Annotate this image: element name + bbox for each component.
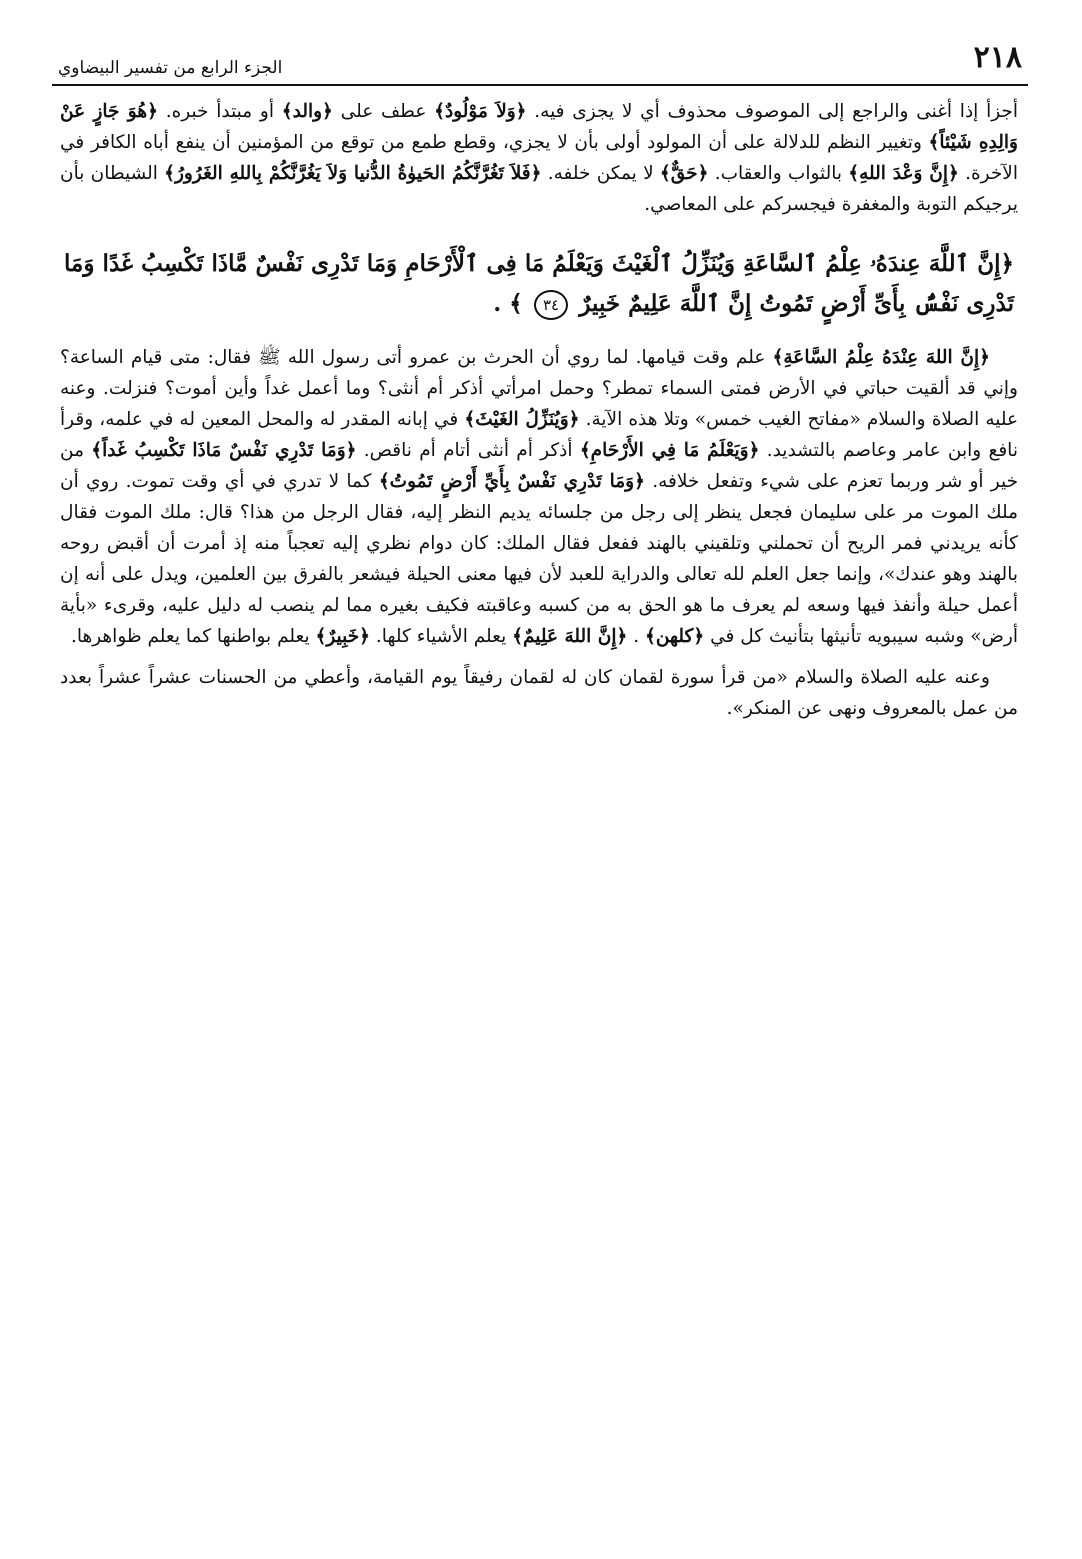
- commentary-text: يعلم الأشياء كلها.: [375, 626, 507, 647]
- commentary-paragraph-2: [60, 342, 1018, 652]
- page-header: [52, 38, 1028, 86]
- quran-quote: ﴿وَيَعْلَمُ مَا فِي الأَرْحَامِ﴾: [579, 440, 760, 461]
- paragraph-gap: [60, 652, 1018, 662]
- commentary-text: كما لا تدري في أي وقت تموت. روي أن ملك الموت مر على سليمان فجعل ينظر إلى رجل من جلسائه يديم النظر إليه، فقال الرجل من هذا؟ قال: ملك الموت فقال كأنه يريدني فمر الريح أن تحملني وتلقيني بالهند ففعل فقال الملك: كان دوام نظري إليه تعجباً منه إذ أمرت أن أقبض روحه بالهند وهو عندك»، وإنما جعل العلم لله تعالى والدراية للعبد لأن فيها معنى الحيلة فيشعر بالفرق بين العلمين، ويدل على أنه إن أعمل حيلة وأنفذ فيها وسعه لم يعرف ما هو الحق به من كسبه وعاقبته فكيف بغيره مما لم ينصب له دليل عليه، وقرىء «بأية أرض» وشبه سيبويه تأنيثها بتأنيث كل في: [60, 471, 1018, 647]
- quran-quote: ﴿والد﴾: [281, 101, 333, 122]
- commentary-text: أجزأ إذا أغنى والراجع إلى الموصوف محذوف أي لا يجزى فيه.: [534, 101, 1018, 122]
- commentary-text: علم وقت قيامها. لما روي أن الحرث بن عمرو أتى رسول الله ﷺ فقال: متى قيام الساعة؟ وإني قد ألقيت حباتي في الأرض فمتى السماء تمطر؟ وحمل امرأتي أذكر أم أنثى؟ وما أعمل غداً وأين أموت؟ فنزلت. وعنه عليه الصلاة والسلام «مفاتح الغيب خمس» وتلا هذه الآية.: [60, 347, 1019, 430]
- commentary-text: أذكر أم أنثى أتام أم ناقص.: [363, 440, 573, 461]
- quran-quote: ﴿كلهن﴾: [644, 626, 705, 647]
- commentary-text: بالثواب والعقاب.: [714, 163, 843, 184]
- quran-quote: ﴿فَلاَ تَغُرَّنَّكُمُ الحَيوٰةُ الدُّنيا وَلاَ يَغُرَّنَّكُمْ بِاللهِ الغَرُورُ﴾: [164, 163, 542, 184]
- quran-quote: ﴿هُوَ جَازٍ عَنْ وَالِدِهِ شَيْئاً﴾: [60, 101, 1018, 153]
- commentary-paragraph-1: [60, 96, 1018, 220]
- commentary-text: وتغيير النظم للدلالة على أن المولود أولى بأن لا يجزي، وقطع طمع من توقع من المؤمنين أن ينفع أباه الكافر في الآخرة.: [60, 132, 1019, 184]
- quran-verse-block: [64, 244, 1014, 324]
- page-body: [60, 96, 1018, 724]
- quran-quote: ﴿وَمَا تَدْرِي نَفْسٌ مَاذَا تَكْسِبُ غَداً﴾: [91, 440, 357, 461]
- commentary-text: من خير أو شر وربما تعزم على شيء وتفعل خلافه.: [60, 440, 1019, 492]
- header-rule: [52, 84, 1028, 86]
- quran-quote: ﴿خَبِيرٌ﴾: [315, 626, 370, 647]
- commentary-text: عطف على: [340, 101, 427, 122]
- quran-verse-close: ﴾ .: [493, 290, 523, 317]
- quran-quote: ﴿إِنَّ وَعْدَ اللهِ﴾: [848, 163, 959, 184]
- commentary-text: في إبانه المقدر له والمحل المعين له في علمه، وقرأ نافع وابن عامر وعاصم بالتشديد.: [60, 409, 1018, 461]
- quran-quote: ﴿حَقٌّ﴾: [659, 163, 709, 184]
- quran-quote: ﴿إِنَّ اللهَ عَلِيمٌ﴾: [512, 626, 628, 647]
- hadith-text: وعنه عليه الصلاة والسلام «من قرأ سورة لقمان كان له لقمان رفيقاً يوم القيامة، وأعطي من الحسنات عشراً عشراً بعدد من عمل بالمعروف ونهى عن المنكر».: [60, 667, 1018, 719]
- quran-quote: ﴿وَلاَ مَوْلُودٌ﴾: [434, 101, 527, 122]
- running-title: الجزء الرابع من تفسير البيضاوي: [58, 58, 283, 78]
- quran-quote: ﴿وَمَا تَدْرِي نَفْسٌ بِأَيِّ أَرْضٍ تَمُوتُ﴾: [378, 471, 645, 492]
- commentary-text: أو مبتدأ خبره.: [165, 101, 275, 122]
- commentary-text: يعلم بواطنها كما يعلم ظواهرها.: [70, 626, 310, 647]
- commentary-text: لا يمكن خلفه.: [547, 163, 654, 184]
- quran-quote: ﴿إِنَّ اللهَ عِنْدَهُ عِلْمُ السَّاعَةِ﴾: [772, 347, 990, 368]
- page-number: ٢١٨: [973, 40, 1022, 75]
- commentary-text: .: [633, 626, 640, 647]
- quran-verse-text: ﴿إِنَّ ٱللَّهَ عِندَهُۥ عِلْمُ ٱلسَّاعَةِ وَيُنَزِّلُ ٱلْغَيْثَ وَيَعْلَمُ مَا فِى ٱلْأَرْحَامِ وَمَا تَدْرِى نَفْسٌ مَّاذَا تَكْسِبُ غَدًا وَمَا تَدْرِى نَفْسٌۢ بِأَىِّ أَرْضٍ تَمُوتُ إِنَّ ٱللَّهَ عَلِيمٌ خَبِيرٌ: [64, 250, 1014, 317]
- commentary-paragraph-3: [60, 662, 1018, 724]
- verse-number-medallion: ٣٤: [534, 290, 568, 320]
- commentary-text: الشيطان بأن يرجيكم التوبة والمغفرة فيجسركم على المعاصي.: [60, 163, 1018, 215]
- quran-quote: ﴿وَيُنَزِّلُ الغَيْثَ﴾: [464, 409, 580, 430]
